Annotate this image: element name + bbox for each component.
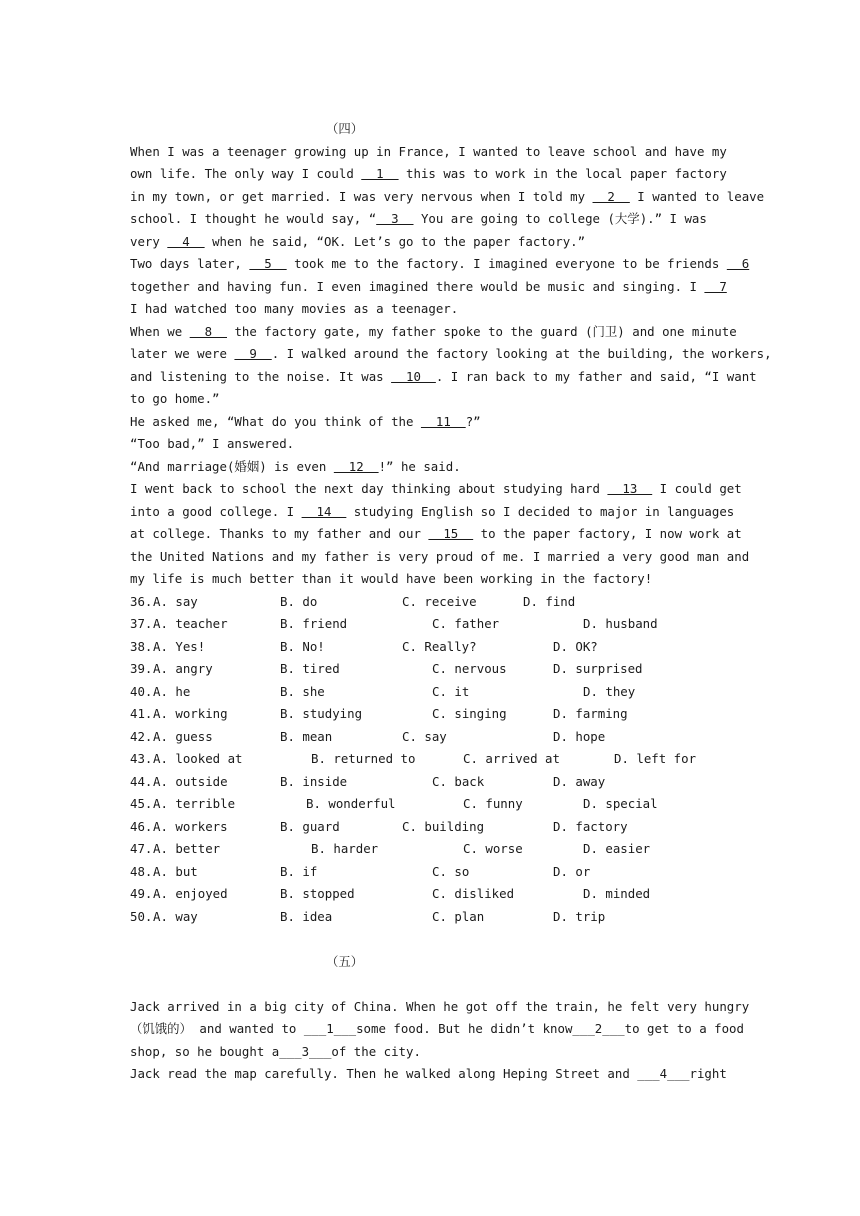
passage-line: Jack arrived in a big city of China. When he got off the train, he felt very hungry (130, 998, 750, 1014)
option-a: A. Yes! (153, 638, 206, 654)
passage-line: When we 8 the factory gate, my father spoke to the guard (门卫) and one minute (130, 323, 737, 339)
question-options (130, 861, 730, 884)
option-d: D. factory (553, 818, 628, 834)
question-options (130, 726, 730, 749)
question-options (130, 681, 730, 704)
document-page (130, 118, 772, 1086)
option-c: C. building (402, 818, 485, 834)
question-options (130, 613, 730, 636)
option-a: A. but (153, 863, 198, 879)
passage-line: I had watched too many movies as a teenager. (130, 301, 459, 316)
blank-number: 10 (391, 368, 436, 384)
question-options (130, 816, 730, 839)
passage-line: “And marriage(婚姻) is even 12 !” he said. (130, 458, 461, 474)
option-d: D. minded (583, 886, 651, 901)
option-d: D. farming (553, 706, 628, 721)
option-d: D. husband (583, 616, 658, 631)
question-number: 46. (130, 818, 153, 834)
passage-line: and listening to the noise. It was 10 . I ran back to my father and said, “I want (130, 368, 757, 384)
passage-line: Jack read the map carefully. Then he walked along Heping Street and ___4___right (130, 1066, 727, 1081)
passage-line: in my town, or get married. I was very nervous when I told my 2 I wanted to leave (130, 188, 765, 204)
blank-number: 12 (333, 458, 379, 474)
question-options (130, 703, 730, 726)
option-c: C. Really? (402, 638, 477, 654)
option-c: C. father (432, 616, 500, 631)
question-number: 37. (130, 616, 153, 631)
option-a: A. enjoyed (153, 886, 228, 901)
option-d: D. hope (553, 728, 606, 744)
passage-line: together and having fun. I even imagined there would be music and singing. I 7 (130, 278, 727, 294)
blank-number: 9 (234, 346, 272, 361)
section-heading-5: （五） (326, 953, 364, 969)
blank-number: 8 (189, 323, 227, 339)
option-b: B. mean (280, 728, 333, 744)
option-a: A. he (153, 683, 191, 699)
blank-number: 11 (420, 413, 466, 429)
option-c: C. nervous (432, 661, 507, 676)
passage-line: （饥饿的） and wanted to ___1___some food. But he didn’t know___2___to get to a food (130, 1021, 744, 1036)
option-b: B. wonderful (306, 796, 396, 811)
question-options (130, 591, 730, 614)
section-heading-4: （四） (326, 121, 364, 136)
option-c: C. disliked (432, 886, 515, 901)
blank-number: 13 (607, 481, 653, 496)
blank-number: 1 (361, 166, 399, 181)
question-number: 42. (130, 728, 153, 744)
question-number: 45. (130, 796, 153, 811)
passage-line: to go home.” (130, 391, 220, 406)
cloze-passage-5 (130, 996, 750, 1086)
question-number: 38. (130, 638, 153, 654)
passage-line: own life. The only way I could 1 this was to work in the local paper factory (130, 166, 727, 181)
question-options (130, 748, 730, 771)
passage-line: very 4 when he said, “OK. Let’s go to the paper factory.” (130, 233, 586, 249)
spacer (130, 973, 730, 996)
question-options (130, 658, 730, 681)
option-a: A. way (153, 908, 198, 924)
blank-number: 4 (167, 233, 205, 249)
option-c: C. back (432, 773, 485, 789)
question-number: 39. (130, 661, 153, 676)
passage-line: later we were 9 . I walked around the factory looking at the building, the workers, (130, 346, 772, 361)
passage-line: at college. Thanks to my father and our 15 to the paper factory, I now work at (130, 526, 742, 541)
question-number: 49. (130, 886, 153, 901)
question-number: 40. (130, 683, 153, 699)
passage-line: I went back to school the next day thinking about studying hard 13 I could get (130, 481, 742, 496)
passage-line: the United Nations and my father is very proud of me. I married a very good man and (130, 548, 750, 564)
option-b: B. friend (280, 616, 348, 631)
option-b: B. No! (280, 638, 325, 654)
question-number: 48. (130, 863, 153, 879)
option-c: C. worse (463, 841, 523, 856)
blank-number: 2 (592, 188, 630, 204)
option-b: B. she (280, 683, 325, 699)
option-a: A. guess (153, 728, 213, 744)
option-a: A. looked at (153, 751, 243, 766)
option-b: B. inside (280, 773, 348, 789)
option-a: A. terrible (153, 796, 236, 811)
passage-line: shop, so he bought a___3___of the city. (130, 1043, 421, 1059)
option-a: A. teacher (153, 616, 228, 631)
question-options (130, 883, 730, 906)
question-options (130, 793, 730, 816)
question-number: 50. (130, 908, 153, 924)
passage-line: school. I thought he would say, “ 3 You are going to college (大学).” I was (130, 211, 707, 226)
question-options (130, 771, 730, 794)
passage-line: into a good college. I 14 studying English so I decided to major in languages (130, 503, 735, 519)
option-c: C. it (432, 683, 470, 699)
option-c: C. so (432, 863, 470, 879)
spacer (130, 928, 730, 951)
option-b: B. stopped (280, 886, 355, 901)
option-d: D. surprised (553, 661, 643, 676)
option-d: D. special (583, 796, 658, 811)
option-d: D. easier (583, 841, 651, 856)
option-b: B. tired (280, 661, 340, 676)
option-d: D. they (583, 683, 636, 699)
option-c: C. arrived at (463, 751, 560, 766)
option-b: B. guard (280, 818, 340, 834)
blank-number: 5 (249, 256, 287, 271)
option-d: D. OK? (553, 638, 598, 654)
blank-number: 6 (726, 256, 750, 271)
passage-line: “Too bad,” I answered. (130, 436, 295, 451)
option-a: A. outside (153, 773, 228, 789)
blank-number: 3 (376, 211, 414, 226)
question-number: 43. (130, 751, 153, 766)
option-b: B. do (280, 593, 318, 609)
passage-line: my life is much better than it would have been working in the factory! (130, 571, 653, 586)
blank-number: 15 (428, 526, 474, 541)
option-c: C. funny (463, 796, 523, 811)
blank-number: 14 (301, 503, 347, 519)
option-d: D. find (523, 593, 576, 609)
option-b: B. studying (280, 706, 363, 721)
option-d: D. left for (614, 751, 697, 766)
question-options (130, 636, 730, 659)
option-a: A. say (153, 593, 198, 609)
option-c: C. say (402, 728, 447, 744)
option-d: D. trip (553, 908, 606, 924)
option-a: A. working (153, 706, 228, 721)
option-c: C. singing (432, 706, 507, 721)
question-options (130, 838, 730, 861)
option-b: B. if (280, 863, 318, 879)
option-b: B. idea (280, 908, 333, 924)
question-number: 36. (130, 593, 153, 609)
option-d: D. away (553, 773, 606, 789)
option-c: C. plan (432, 908, 485, 924)
option-d: D. or (553, 863, 591, 879)
cloze-passage-4 (130, 141, 772, 591)
option-c: C. receive (402, 593, 477, 609)
option-a: A. workers (153, 818, 228, 834)
blank-number: 7 (704, 278, 727, 294)
passage-line: Two days later, 5 took me to the factory. I imagined everyone to be friends 6 (130, 256, 750, 271)
question-number: 47. (130, 841, 153, 856)
question-number: 44. (130, 773, 153, 789)
option-a: A. angry (153, 661, 213, 676)
options-list (130, 591, 730, 929)
question-number: 41. (130, 706, 153, 721)
option-a: A. better (153, 841, 221, 856)
passage-line: When I was a teenager growing up in France, I wanted to leave school and have my (130, 143, 727, 159)
option-b: B. returned to (311, 751, 416, 766)
passage-line: He asked me, “What do you think of the 11 ?” (130, 413, 481, 429)
option-b: B. harder (311, 841, 379, 856)
question-options (130, 906, 730, 929)
